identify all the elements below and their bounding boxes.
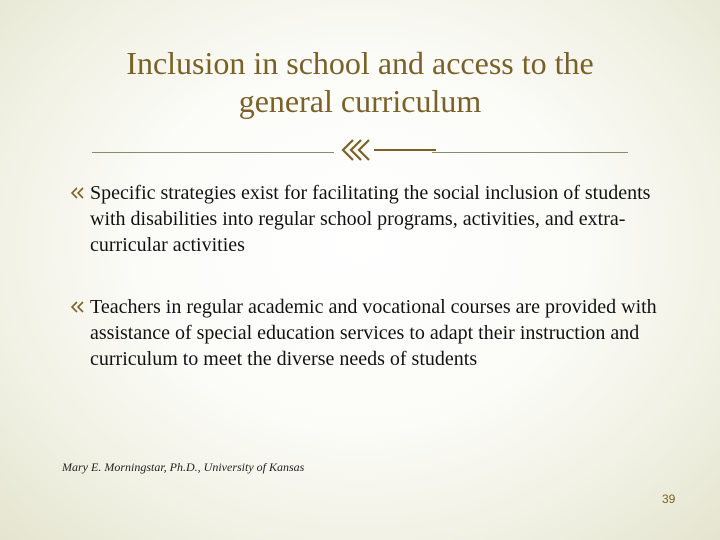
slide-title-line-2: general curriculum <box>238 83 482 119</box>
bullet-item <box>70 180 690 258</box>
bullet-list <box>70 180 690 372</box>
title-divider-left <box>92 152 334 153</box>
slide-title <box>40 44 680 120</box>
bullet-text: Teachers in regular academic and vocational courses are provided with assistance of special education services to adapt their instruction and curriculum to meet the diverse needs of students <box>90 296 657 370</box>
double-arrow-icon <box>70 301 86 313</box>
slide-title-line-1: Inclusion in school and access to the <box>126 45 594 81</box>
page-number: 39 <box>662 492 676 506</box>
triple-arrow-icon <box>340 137 374 163</box>
title-divider-right <box>432 152 628 153</box>
title-divider-accent <box>374 149 436 151</box>
double-arrow-icon <box>70 187 86 199</box>
author-credit: Mary E. Morningstar, Ph.D., University of Kansas <box>62 460 305 474</box>
bullet-text: Specific strategies exist for facilitating the social inclusion of students with disabilities into regular school programs, activities, and extra-curricular activities <box>90 182 651 256</box>
bullet-item <box>70 294 690 372</box>
